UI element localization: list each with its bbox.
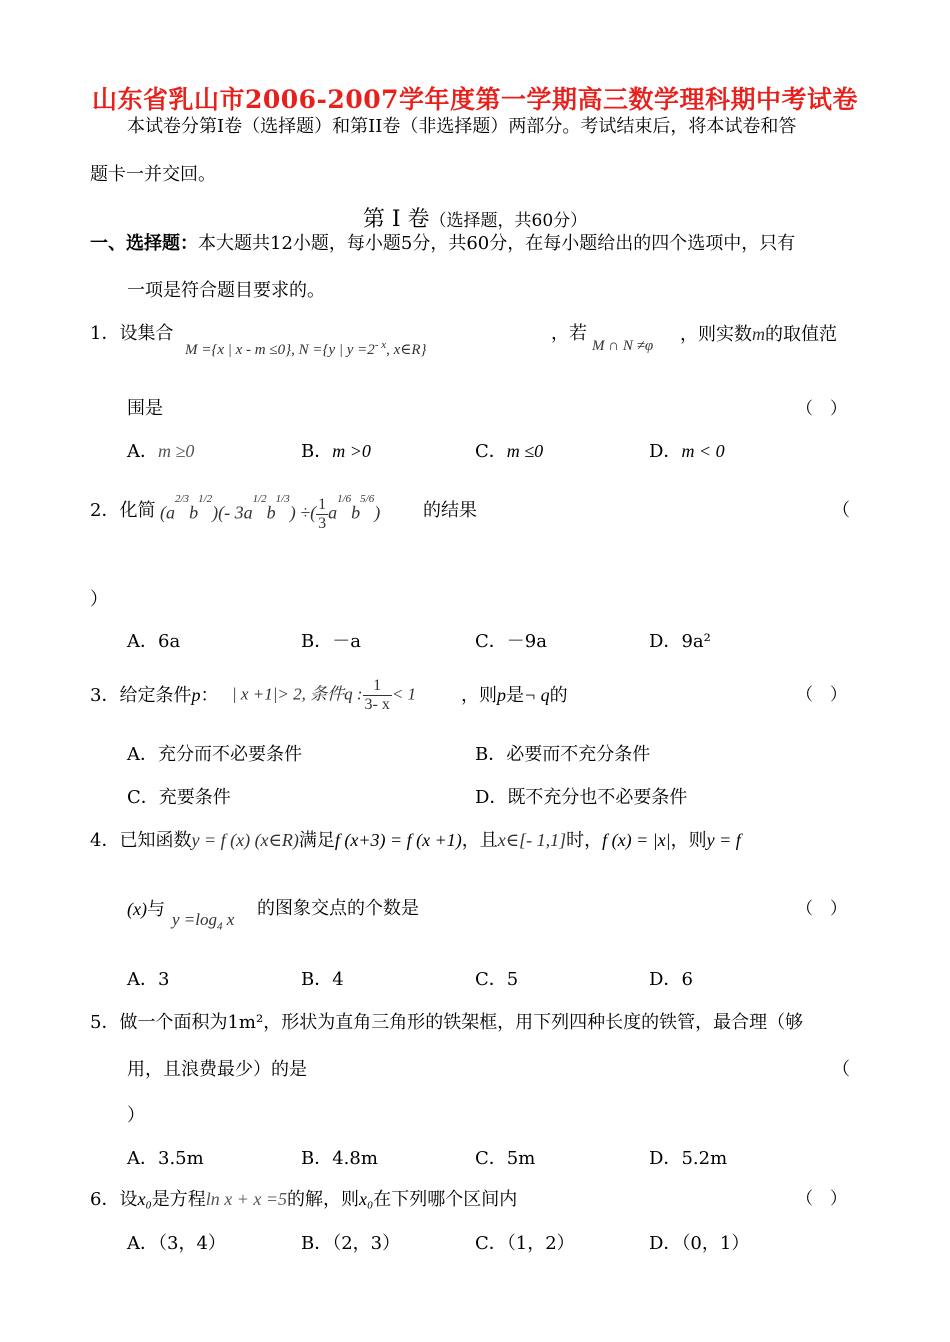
question-2-paren-open: （: [832, 500, 850, 521]
section-one-text-1: 本大题共12小题，每小题5分，共60分，在每小题给出的四个选项中，只有: [198, 233, 796, 254]
question-1-formula-a: M ={x | x - m ≤0}, N ={y | $y =2^{- x}$, x∈R}: [185, 339, 427, 358]
intro-line-1: 本试卷分第I卷（选择题）和第II卷（非选择题）两部分。考试结束后，将本试卷和答: [127, 116, 797, 137]
question-1-formula-b: M ∩ N ≠φ: [592, 338, 654, 354]
question-3-formula: | x +1|> 2, 条件q : $\frac{1}{3- x}$ < 1: [232, 677, 417, 713]
answer-paren: （ ）: [796, 399, 847, 419]
question-4-line-2: (x)与: [127, 899, 165, 920]
question-5-option-c: C．5m: [475, 1148, 536, 1169]
question-5-line-2: 用，且浪费最少）的是: [127, 1059, 307, 1080]
answer-paren: （ ）: [796, 685, 847, 705]
question-4-option-a: A．3: [127, 969, 170, 990]
question-6-option-a: A．（3，4）: [127, 1233, 226, 1254]
question-3-line-1: 3．给定条件p：: [90, 685, 219, 706]
question-3-option-a: A．充分而不必要条件: [127, 744, 302, 765]
question-4-option-c: C．5: [475, 969, 519, 990]
question-1-option-c: C．m ≤0: [475, 441, 544, 462]
question-4-option-d: D．6: [649, 969, 693, 990]
question-2-option-b: B．－a: [301, 631, 361, 652]
question-5-paren-open: （: [832, 1059, 850, 1080]
part-one-heading: [0, 202, 950, 233]
question-5-option-b: B．4.8m: [301, 1148, 378, 1169]
question-2-option-d: D．9a²: [649, 631, 711, 652]
document-title: 山东省乳山市2006-2007学年度第一学期高三数学理科期中考试卷: [91, 85, 859, 114]
question-number: 1．: [90, 323, 120, 344]
question-4-option-b: B．4: [301, 969, 344, 990]
question-1-text-c: ，则实数m的取值范: [680, 324, 837, 345]
question-4-line-1: 4．已知函数y = f (x) (x∈R)满足f (x+3) = f (x +1)，且x∈[- 1,1]时，f (x) = |x|，则y = f: [90, 830, 741, 851]
question-2-option-c: C．－9a: [475, 631, 547, 652]
question-5-option-d: D．5.2m: [649, 1148, 728, 1169]
intro-line-2: 题卡一并交回。: [90, 164, 216, 185]
question-6-option-d: D．（0，1）: [649, 1233, 750, 1254]
question-6-option-c: C．（1，2）: [475, 1233, 575, 1254]
question-1-option-a: A．m ≥0: [127, 441, 195, 462]
question-5-option-a: A．3.5m: [127, 1148, 204, 1169]
section-one-line-1: [90, 233, 795, 255]
question-6-line-1: 6．设x₀是方程ln x + x =5的解，则x₀在下列哪个区间内: [90, 1189, 518, 1210]
question-6-option-b: B．（2，3）: [301, 1233, 401, 1254]
question-1-option-b: B．m >0: [301, 441, 371, 462]
section-one-line-2: 一项是符合题目要求的。: [127, 280, 325, 301]
answer-paren: （ ）: [796, 899, 847, 919]
question-3-text-b: ，则p是¬ q的: [461, 685, 568, 706]
question-2-text-b: 的结果: [423, 500, 477, 521]
question-5-paren-close: ）: [127, 1105, 145, 1126]
question-4-line-2-text: 的图象交点的个数是: [257, 898, 419, 919]
question-1-line-2: 围是: [127, 398, 163, 419]
question-2-line-1: 2．化简: [90, 500, 156, 521]
question-3-option-b: B．必要而不充分条件: [475, 744, 651, 765]
part-one-heading-sub: （选择题，共60分）: [429, 211, 588, 231]
question-2-option-a: A．6a: [127, 631, 181, 652]
answer-paren: （ ）: [796, 1189, 847, 1209]
part-one-heading-main: 第 I 卷: [362, 207, 430, 232]
question-2-formula: $(a^{2/3}b^{1/2})(-$ $3a^{1/2}b^{1/3}$) ÷( $\frac{1}{3}$ $a^{1/6}b^{5/6}$): [160, 492, 381, 532]
question-4-log-formula: $y =\log_4$ x: [172, 910, 235, 933]
question-3-option-c: C．充要条件: [127, 787, 231, 808]
question-5-line-1: 5．做一个面积为1m²，形状为直角三角形的铁架框，用下列四种长度的铁管，最合理（够: [90, 1012, 804, 1033]
question-2-paren-close: ）: [90, 589, 108, 610]
question-1-line-1: 1．设集合: [90, 323, 174, 344]
question-1-text-b: ，若: [551, 323, 587, 344]
question-1-option-d: D．m < 0: [649, 441, 725, 462]
question-3-option-d: D．既不充分也不必要条件: [475, 787, 688, 808]
section-one-label: 一、选择题：: [90, 233, 198, 254]
